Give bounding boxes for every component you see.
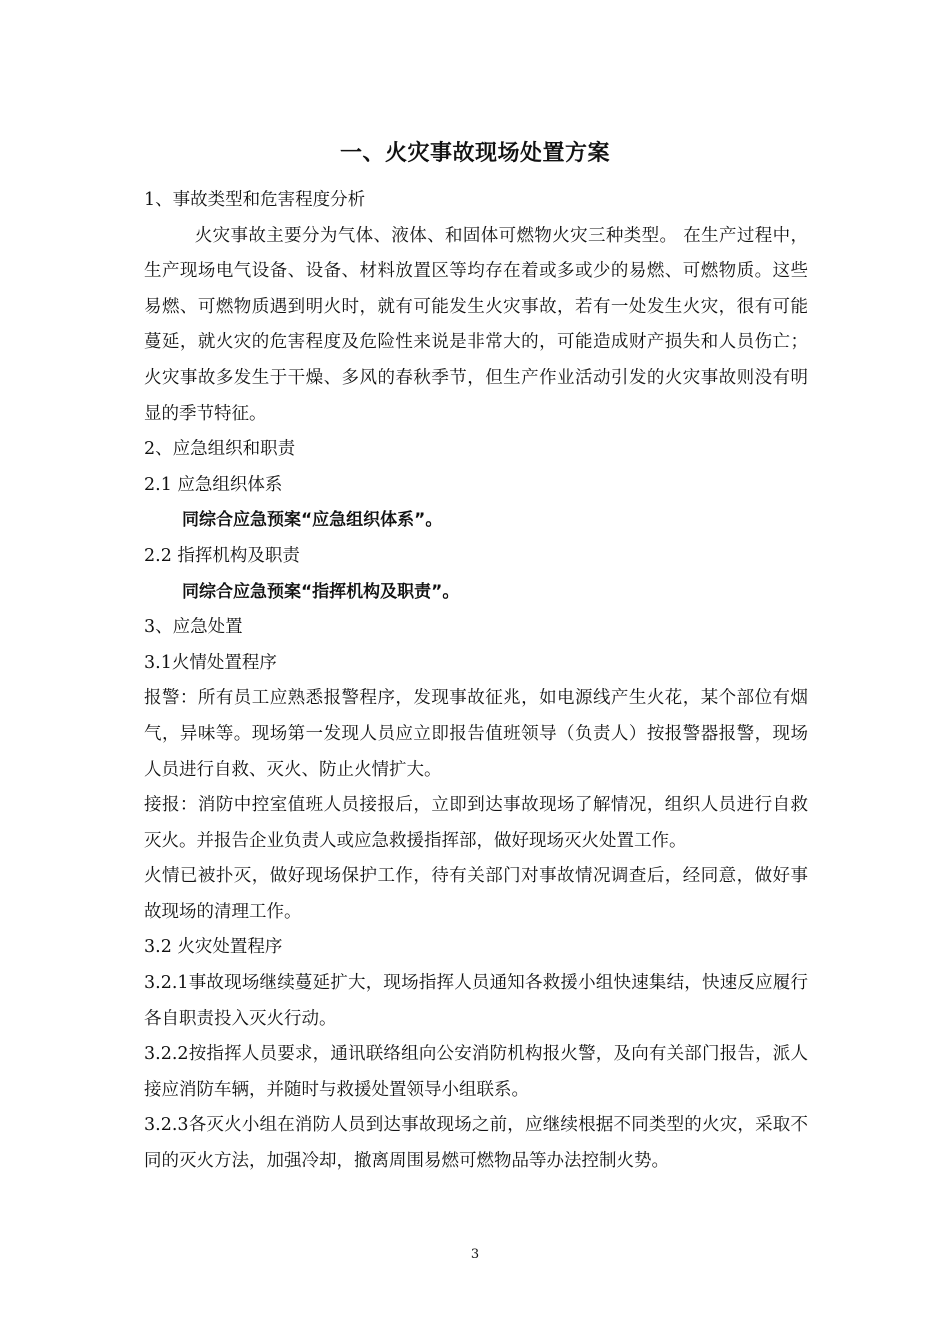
document-title: 一、火灾事故现场处置方案 <box>339 141 610 166</box>
section-heading-3: 3、应急处置 <box>144 617 243 638</box>
bold-note: 同综合应急预案“指挥机构及职责”。 <box>182 581 460 602</box>
body-paragraph: 3.2.3各灭火小组在消防人员到达事故现场之前，应继续根据不同类型的火灾，采取不同的灭火方法，加强冷却，撤离周围易燃可燃物品等办法控制火势。 <box>144 1115 808 1172</box>
page-number: 3 <box>470 1247 480 1262</box>
subsection-heading-3-1: 3.1火情处置程序 <box>144 652 277 673</box>
section-heading-2: 2、应急组织和职责 <box>144 439 296 460</box>
document-body <box>144 183 808 1180</box>
body-paragraph: 3.2.1事故现场继续蔓延扩大，现场指挥人员通知各救援小组快速集结，快速反应履行各自职责投入灭火行动。 <box>144 973 808 1029</box>
body-paragraph: 火灾事故主要分为气体、液体、和固体可燃物火灾三种类型。 在生产过程中，生产现场电气设备、设备、材料放置区等均存在着或多或少的易燃、可燃物质。这些易燃、可燃物质遇到明火时，就有可能发生火灾事故，若有一处发生火灾，很有可能蔓延，就火灾的危害程度及危险性来说是非常大的，可能造成财产损失和人员伤亡；火灾事故多发生于干燥、多风的春秋季节，但生产作业活动引发的火灾事故则没有明显的季节特征。 <box>144 225 808 424</box>
subsection-heading-2-1: 2.1 应急组织体系 <box>144 474 283 495</box>
body-paragraph: 火情已被扑灭，做好现场保护工作，待有关部门对事故情况调查后，经同意，做好事故现场的清理工作。 <box>144 866 808 922</box>
section-heading-1: 1、事故类型和危害程度分析 <box>144 190 366 210</box>
bold-note: 同综合应急预案“应急组织体系”。 <box>182 510 443 531</box>
body-paragraph: 报警：所有员工应熟悉报警程序，发现事故征兆，如电源线产生火花，某个部位有烟气，异味等。现场第一发现人员应立即报告值班领导（负责人）按报警器报警，现场人员进行自救、灭火、防止火情扩大。 <box>144 688 808 780</box>
subsection-heading-3-2: 3.2 火灾处置程序 <box>144 937 283 958</box>
body-paragraph: 接报：消防中控室值班人员接报后，立即到达事故现场了解情况，组织人员进行自救灭火。并报告企业负责人或应急救援指挥部，做好现场灭火处置工作。 <box>144 795 808 851</box>
body-paragraph: 3.2.2按指挥人员要求，通讯联络组向公安消防机构报火警，及向有关部门报告，派人接应消防车辆，并随时与救援处置领导小组联系。 <box>144 1044 808 1100</box>
subsection-heading-2-2: 2.2 指挥机构及职责 <box>144 545 300 566</box>
